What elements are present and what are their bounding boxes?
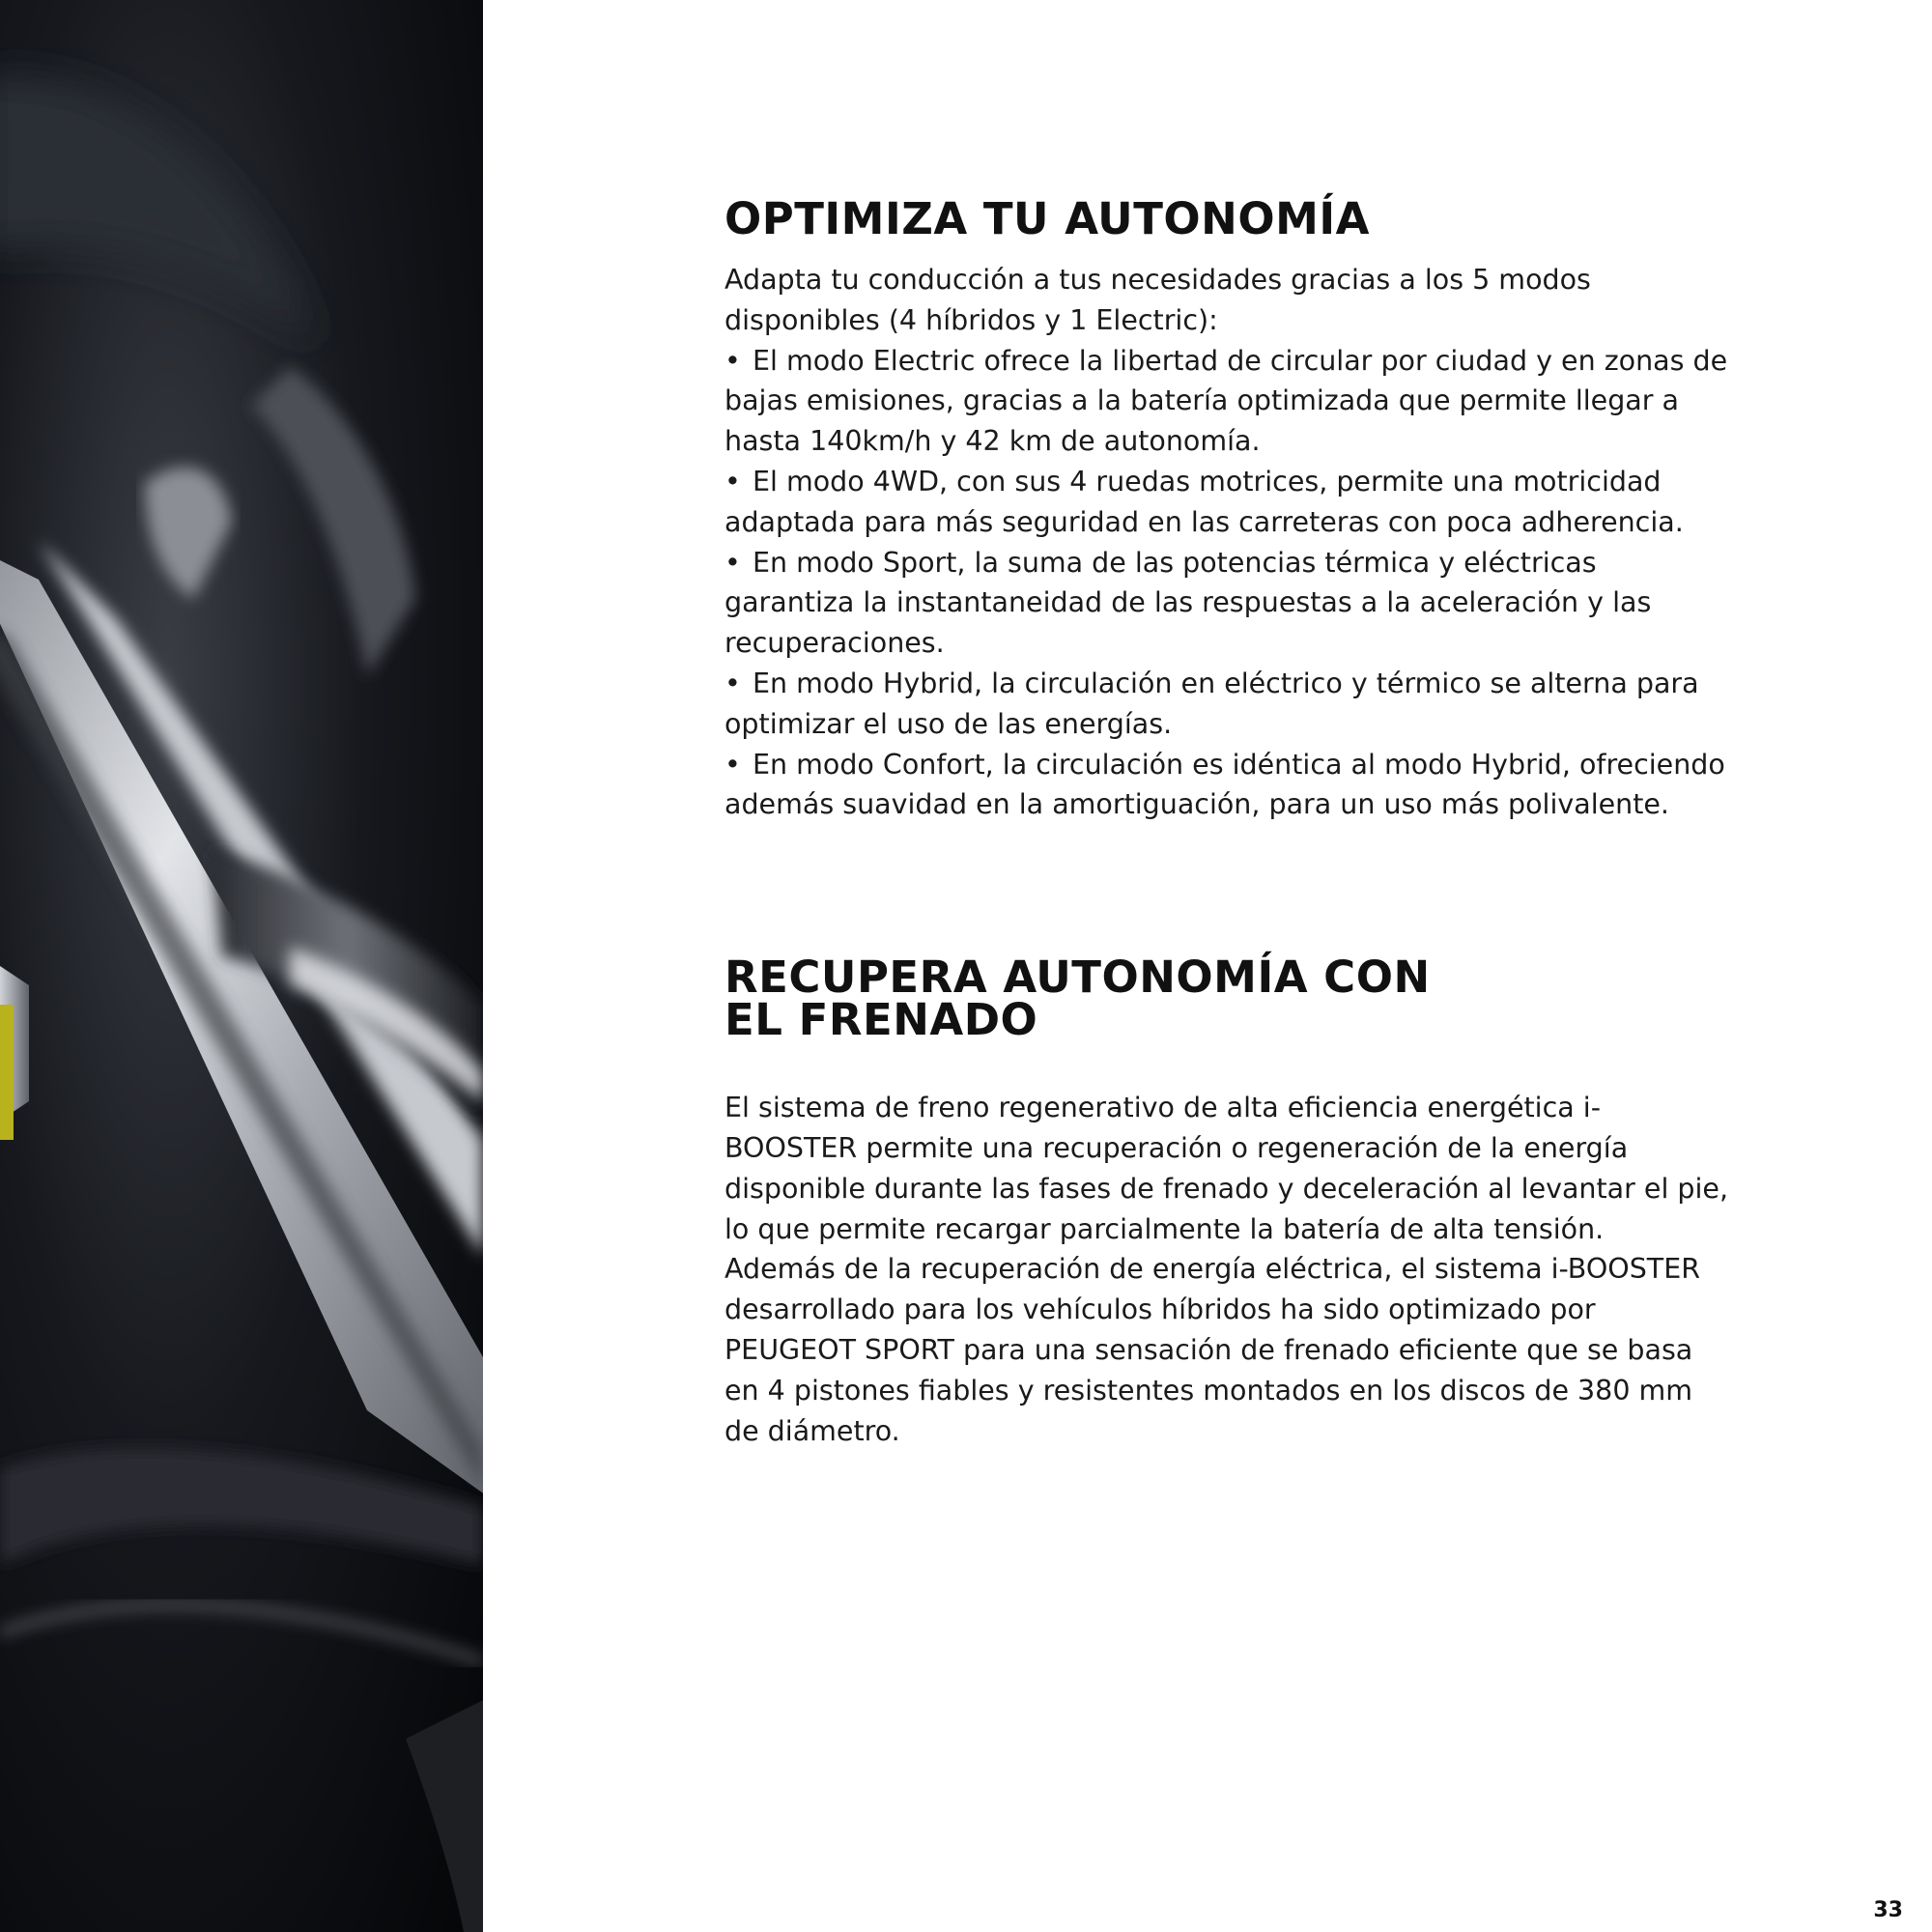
section-title-recupera-line1: RECUPERA AUTONOMÍA CON <box>724 952 1431 1004</box>
section-title-recupera <box>724 952 1729 1046</box>
section-title-optimiza <box>724 193 1729 244</box>
bullet-dot: • <box>724 748 741 781</box>
bullet-sport <box>724 543 1729 664</box>
section-title-optimiza-text: OPTIMIZA TU AUTONOMÍA <box>724 193 1370 244</box>
ibooster-paragraph-2: Además de la recuperación de energía eléctrica, el sistema i-BOOSTER desarrollado para los vehículos híbridos ha sido optimizado por PEUGEOT SPORT para una sensación de frenado eficiente que se basa en 4 pistones fiables y resistentes montados en los discos de 380 mm de diámetro. <box>724 1253 1701 1447</box>
bullet-dot: • <box>724 465 741 497</box>
bullet-electric <box>724 341 1729 462</box>
bullet-dot: • <box>724 667 741 699</box>
bullet-text-electric: El modo Electric ofrece la libertad de circular por ciudad y en zonas de bajas emisiones, gracias a la batería optimizada que permite llegar a hasta 140km/h y 42 km de autonomía. <box>724 344 1728 458</box>
bullet-text-sport: En modo Sport, la suma de las potencias térmica y eléctricas garantiza la instantaneidad de las respuestas a la aceleración y las recuperaciones. <box>724 546 1652 660</box>
bullet-dot: • <box>724 344 741 377</box>
wheel-photo-art <box>0 0 483 1932</box>
page-content <box>724 193 1729 1451</box>
bullet-hybrid <box>724 664 1729 745</box>
bullet-confort <box>724 745 1729 826</box>
bullet-text-4wd: El modo 4WD, con sus 4 ruedas motrices, permite una motricidad adaptada para más seguridad en las carreteras con poca adherencia. <box>724 465 1684 538</box>
section-title-recupera-line2: EL FRENADO <box>724 994 1038 1046</box>
section-recupera-autonomia <box>724 952 1729 1451</box>
page-number: 33 <box>1873 1898 1903 1922</box>
wheel-photo <box>0 0 483 1932</box>
bullet-dot: • <box>724 546 741 579</box>
bullet-text-confort: En modo Confort, la circulación es idéntica al modo Hybrid, ofreciendo además suavidad en la amortiguación, para un uso más polivalente. <box>724 748 1725 821</box>
bullet-4wd <box>724 462 1729 543</box>
intro-paragraph: Adapta tu conducción a tus necesidades gracias a los 5 modos disponibles (4 híbridos y 1 Electric): <box>724 264 1591 336</box>
ibooster-paragraph-1: El sistema de freno regenerativo de alta eficiencia energética i-BOOSTER permite una recuperación o regeneración de la energía disponible durante las fases de frenado y deceleración al levantar el pie, lo que permite recargar parcialmente la batería de alta tensión. <box>724 1092 1729 1245</box>
bullet-text-hybrid: En modo Hybrid, la circulación en eléctrico y térmico se alterna para optimizar el uso de las energías. <box>724 667 1699 740</box>
section-optimiza-autonomia <box>724 193 1729 825</box>
